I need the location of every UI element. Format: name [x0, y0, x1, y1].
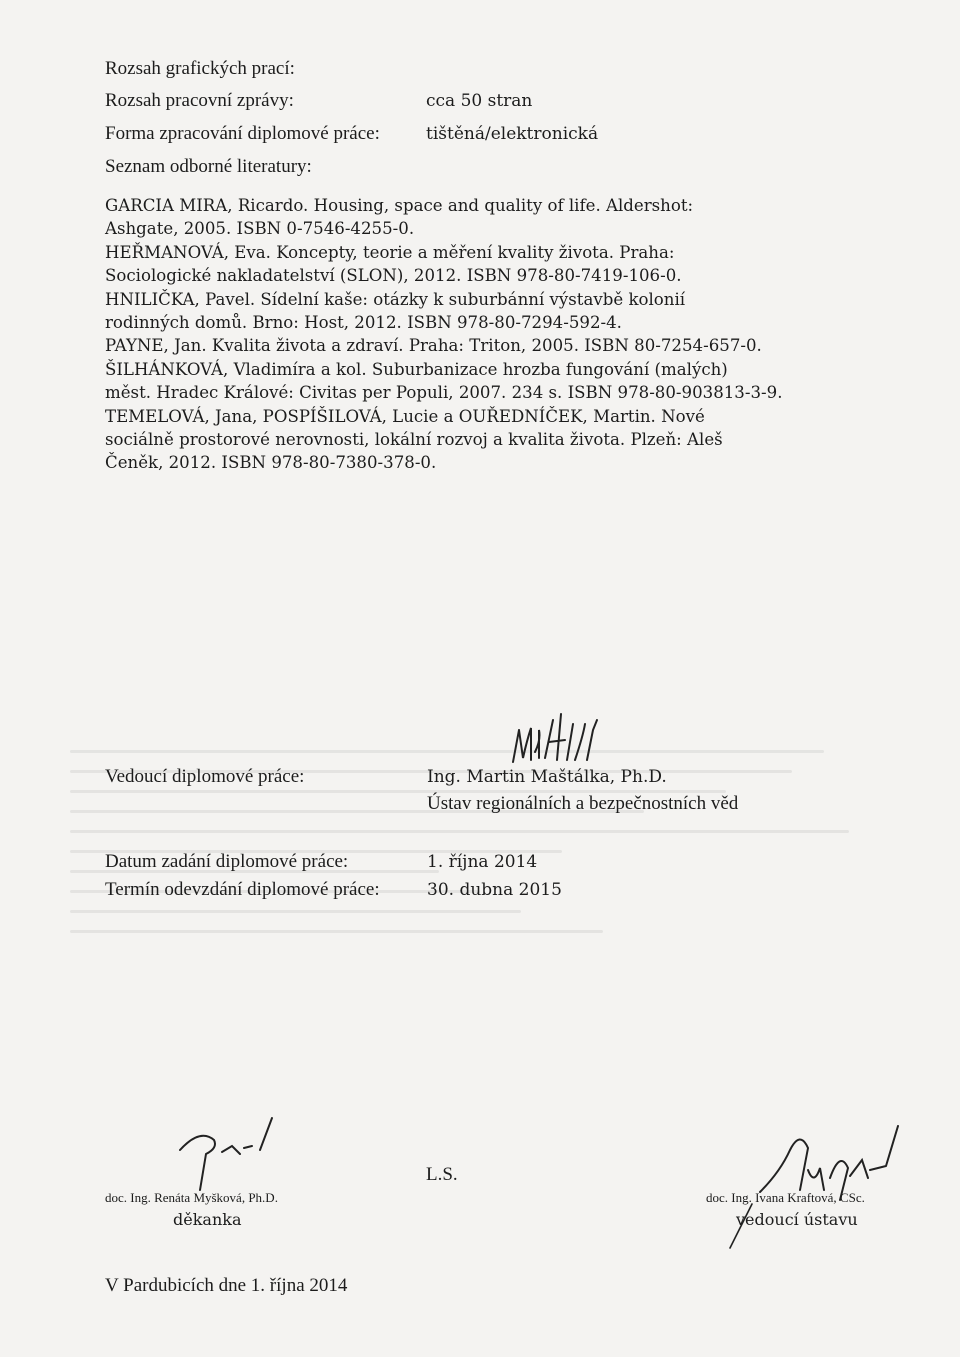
bibliography-line: rodinných domů. Brno: Host, 2012. ISBN 978-80-7294-592-4.	[105, 313, 622, 333]
head-name: doc. Ing. Ivana Kraftová, CSc.	[706, 1190, 865, 1205]
form-value: tištěná/elektronická	[426, 124, 599, 144]
bibliography-line: ŠILHÁNKOVÁ, Vladimíra a kol. Suburbanizace hrozba fungování (malých)	[105, 359, 728, 379]
dean-name: doc. Ing. Renáta Myšková, Ph.D.	[105, 1190, 278, 1205]
seal-mark: L.S.	[426, 1164, 458, 1185]
bibliography-line: TEMELOVÁ, Jana, POSPÍŠILOVÁ, Lucie a OUŘEDNÍČEK, Martin. Nové	[105, 406, 705, 426]
head-signature	[690, 1120, 905, 1250]
assigned-value: 1. října 2014	[427, 852, 538, 872]
bibliography-line: měst. Hradec Králové: Civitas per Populi, 2007. 234 s. ISBN 978-80-903813-3-9.	[105, 383, 783, 403]
bibliography-line: PAYNE, Jan. Kvalita života a zdraví. Praha: Triton, 2005. ISBN 80-7254-657-0.	[105, 336, 762, 356]
dean-role: děkanka	[173, 1210, 242, 1229]
supervisor-institute: Ústav regionálních a bezpečnostních věd	[427, 793, 739, 814]
supervisor-name: Ing. Martin Maštálka, Ph.D.	[427, 767, 667, 787]
supervisor-label: Vedoucí diplomové práce:	[105, 766, 305, 787]
literature-label: Seznam odborné literatury:	[105, 156, 312, 177]
report-value: cca 50 stran	[426, 91, 533, 111]
bibliography-line: GARCIA MIRA, Ricardo. Housing, space and quality of life. Aldershot:	[105, 196, 694, 215]
place-date: V Pardubicích dne 1. října 2014	[105, 1275, 348, 1296]
due-label: Termín odevzdání diplomové práce:	[105, 879, 380, 900]
bibliography-line: Čeněk, 2012. ISBN 978-80-7380-378-0.	[105, 453, 437, 473]
bibliography-line: Ashgate, 2005. ISBN 0-7546-4255-0.	[105, 219, 415, 239]
due-value: 30. dubna 2015	[427, 880, 562, 900]
assigned-label: Datum zadání diplomové práce:	[105, 851, 349, 872]
bibliography-line: HEŘMANOVÁ, Eva. Koncepty, teorie a měření kvality života. Praha:	[105, 242, 675, 262]
head-role: vedoucí ústavu	[736, 1210, 858, 1229]
form-label: Forma zpracování diplomové práce:	[105, 123, 380, 144]
bibliography-list	[105, 194, 905, 475]
report-label: Rozsah pracovní zprávy:	[105, 90, 294, 111]
supervisor-signature	[505, 700, 615, 770]
bibliography-line: sociálně prostorové nerovnosti, lokální rozvoj a kvalita života. Plzeň: Aleš	[105, 430, 723, 450]
bibliography-line: Sociologické nakladatelství (SLON), 2012. ISBN 978-80-7419-106-0.	[105, 266, 682, 286]
dean-signature	[170, 1110, 290, 1195]
graphics-label: Rozsah grafických prací:	[105, 58, 295, 79]
bibliography-line: HNILIČKA, Pavel. Sídelní kaše: otázky k suburbánní výstavbě kolonií	[105, 289, 686, 309]
